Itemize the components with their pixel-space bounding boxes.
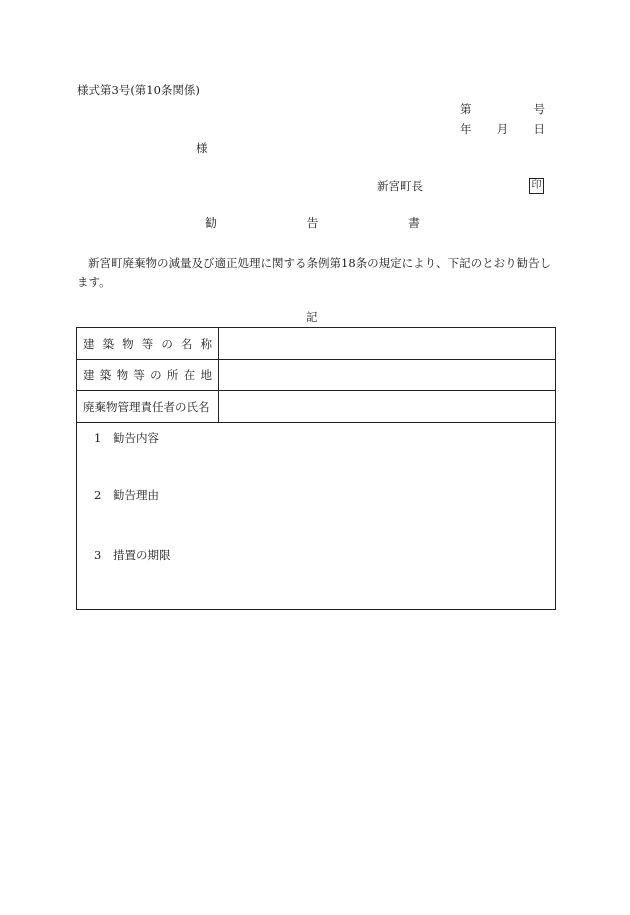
label-building-location: [77, 360, 219, 390]
value-building-name: [219, 328, 555, 359]
ki-heading: 記: [306, 310, 318, 324]
label-char: 名: [180, 336, 193, 351]
item-recommendation-reason: [94, 490, 159, 502]
issuer-name: 新宮町長: [377, 179, 423, 193]
date-year: 年: [460, 122, 472, 136]
table-row-building-location: [77, 360, 555, 391]
label-char: 物: [116, 368, 129, 382]
label-char: の: [150, 368, 162, 382]
label-building-name: [77, 328, 219, 359]
addressee-suffix: 様: [196, 141, 208, 155]
label-char: 在: [183, 368, 196, 382]
item-measure-deadline: [94, 550, 171, 562]
label-char: 等: [133, 368, 145, 382]
label-char: 等: [141, 336, 154, 351]
item-label: 措置の期限: [113, 548, 171, 562]
date-day: 日: [533, 122, 545, 136]
table-row-building-name: [77, 328, 555, 360]
date-month: 月: [496, 122, 509, 136]
value-manager-name: [219, 391, 555, 422]
document-title: [205, 217, 420, 229]
label-manager-name: 廃棄物管理責任者の氏名: [77, 391, 219, 422]
number-suffix: 号: [533, 102, 545, 116]
label-char: 築: [99, 368, 112, 382]
item-recommendation-content: [94, 433, 159, 445]
label-char: の: [161, 336, 173, 351]
title-char-1: 勧: [205, 216, 218, 230]
document-number-line: [460, 104, 545, 116]
body-paragraph: 新宮町廃棄物の減量及び適正処理に関する条例第18条の規定により、下記のとおり勧告します。: [77, 256, 552, 289]
form-number: 様式第3号(第10条関係): [77, 83, 200, 97]
label-char: 築: [102, 336, 115, 351]
item-number: 1: [94, 431, 102, 445]
label-char: 所: [166, 368, 179, 382]
date-line: [460, 124, 545, 136]
title-char-3: 書: [407, 216, 420, 230]
value-building-location: [219, 360, 555, 390]
title-char-2: 告: [306, 216, 319, 230]
item-label: 勧告理由: [113, 488, 159, 502]
item-number: 3: [94, 548, 102, 562]
seal-mark: 印: [529, 178, 544, 194]
table-row-manager-name: [77, 391, 555, 423]
item-number: 2: [94, 488, 102, 502]
label-char: 地: [200, 368, 212, 382]
number-prefix: 第: [460, 102, 472, 116]
label-char: 建: [83, 368, 95, 382]
label-char: 建: [83, 336, 95, 351]
recommendation-table: [76, 327, 556, 610]
label-char: 称: [200, 336, 212, 351]
item-label: 勧告内容: [113, 431, 159, 445]
label-char: 物: [122, 336, 134, 351]
